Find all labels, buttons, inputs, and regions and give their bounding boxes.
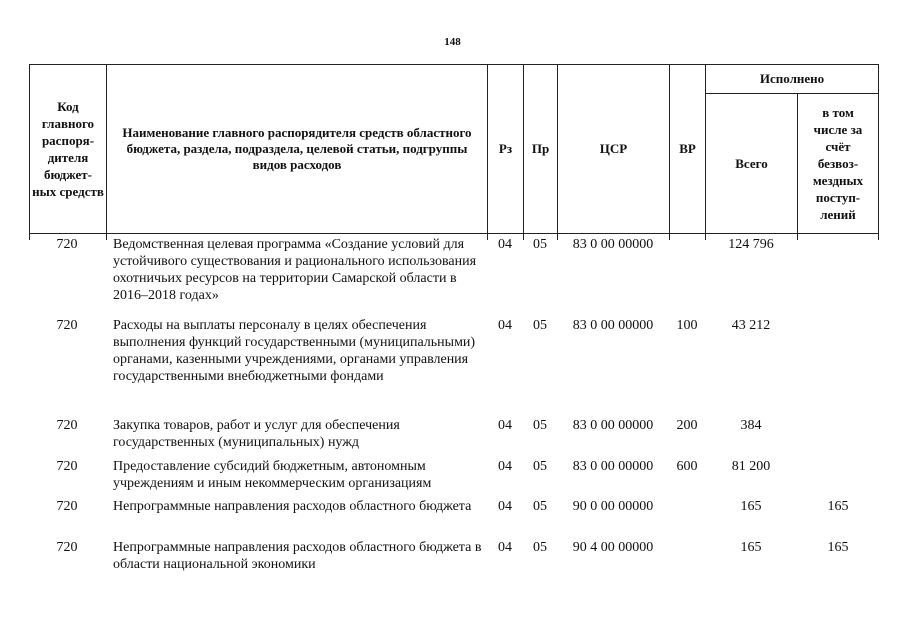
header-executed: Исполнено [705, 64, 879, 94]
row-code: 720 [56, 418, 78, 433]
row-name: Непрограммные направления расходов областного бюджета в области национальной экономики [113, 540, 482, 572]
row-name: Непрограммные направления расходов областного бюджета [113, 499, 472, 514]
row-rz: 04 [498, 459, 512, 474]
header-csr: ЦСР [557, 64, 670, 234]
row-total: 165 [740, 540, 762, 555]
row-code: 720 [56, 318, 78, 333]
row-vr: 200 [676, 418, 698, 433]
row-name: Предоставление субсидий бюджетным, автономным учреждениям и иным некоммерческим организациям [113, 459, 432, 491]
row-code: 720 [56, 540, 78, 555]
header-gratuitous: в том числе за счёт безвоз-мездных поступ-лений [797, 93, 879, 234]
row-code: 720 [56, 459, 78, 474]
row-pr: 05 [533, 237, 547, 252]
header-code: Код главного распоря-дителя бюджет-ных средств [29, 64, 107, 234]
row-csr: 90 0 00 00000 [572, 499, 654, 514]
row-rz: 04 [498, 237, 512, 252]
row-pr: 05 [533, 418, 547, 433]
header-rz: Рз [487, 64, 524, 234]
row-code: 720 [56, 237, 78, 252]
row-rz: 04 [498, 318, 512, 333]
row-total: 165 [740, 499, 762, 514]
row-pr: 05 [533, 499, 547, 514]
row-rz: 04 [498, 499, 512, 514]
row-pr: 05 [533, 540, 547, 555]
row-code: 720 [56, 499, 78, 514]
row-total: 384 [740, 418, 762, 433]
row-total: 81 200 [731, 459, 771, 474]
row-csr: 83 0 00 00000 [572, 237, 654, 252]
row-total: 124 796 [728, 237, 774, 252]
row-gratuitous: 165 [827, 499, 849, 514]
row-csr: 83 0 00 00000 [572, 418, 654, 433]
row-csr: 90 4 00 00000 [572, 540, 654, 555]
row-csr: 83 0 00 00000 [572, 318, 654, 333]
header-pr: Пр [523, 64, 558, 234]
row-csr: 83 0 00 00000 [572, 459, 654, 474]
header-vr: ВР [669, 64, 706, 234]
row-name: Ведомственная целевая программа «Создание условий для устойчивого существования и рационального использования охотничьих ресурсов на территории Самарской области в 2016–2018 годах» [113, 237, 477, 303]
header-total: Всего [705, 93, 798, 234]
table-header [29, 64, 879, 234]
header-name: Наименование главного распорядителя средств областного бюджета, раздела, подраздела, целевой статьи, подгруппы видов расходов [106, 64, 488, 234]
page-number: 148 [444, 36, 461, 48]
row-gratuitous: 165 [827, 540, 849, 555]
row-pr: 05 [533, 318, 547, 333]
row-name: Расходы на выплаты персоналу в целях обеспечения выполнения функций государственными (муниципальными) органами, казенными учреждениями, органами управления государственными внебюджетными фондами [113, 318, 476, 384]
row-total: 43 212 [731, 318, 771, 333]
row-vr: 600 [676, 459, 698, 474]
row-pr: 05 [533, 459, 547, 474]
row-vr: 100 [676, 318, 698, 333]
row-rz: 04 [498, 418, 512, 433]
row-rz: 04 [498, 540, 512, 555]
row-name: Закупка товаров, работ и услуг для обеспечения государственных (муниципальных) нужд [113, 418, 400, 450]
